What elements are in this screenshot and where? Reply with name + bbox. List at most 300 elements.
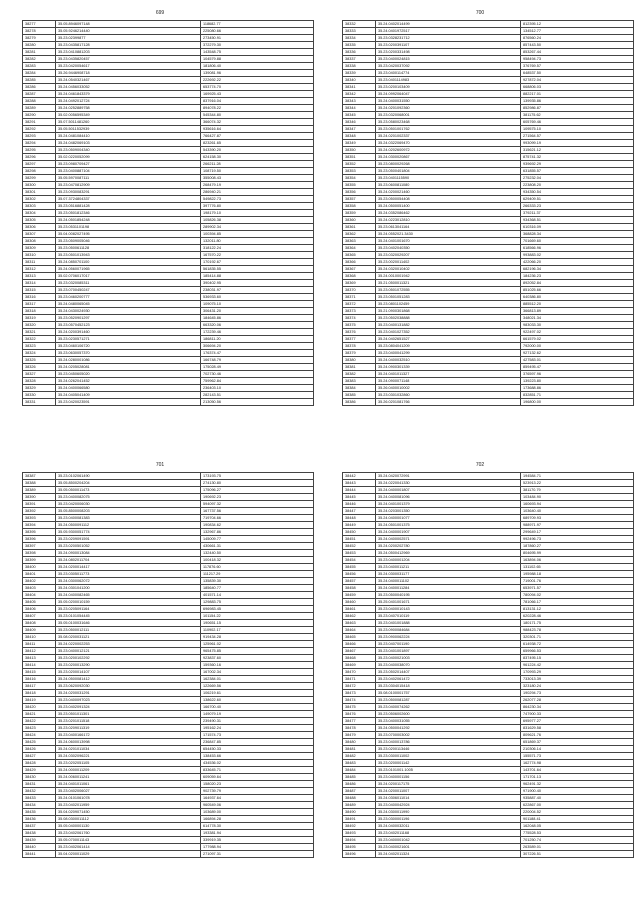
table-row (343, 42, 634, 49)
row-number-cell: 38416 (23, 676, 56, 683)
row-number-cell: 38348 (343, 133, 376, 140)
amount-cell: 809621.76 (521, 732, 634, 739)
table-row (23, 259, 314, 266)
table-row (23, 77, 314, 84)
page-number: 700 (475, 10, 485, 16)
row-number-cell: 38332 (343, 21, 376, 28)
amount-cell: 892052.84 (521, 280, 634, 287)
row-number-cell: 38327 (23, 371, 56, 378)
table-row (343, 329, 634, 336)
amount-cell: 170993.29 (521, 669, 634, 676)
code-cell: 35.23.0205091164 (56, 606, 201, 613)
amount-cell: 286940.21 (201, 189, 314, 196)
code-cell: 35.08.0300011112 (56, 816, 201, 823)
row-number-cell: 38277 (23, 21, 56, 28)
code-cell: 35.24.0200011007 (376, 788, 521, 795)
table-row (343, 28, 634, 35)
code-cell: 35.23.0200102292 (56, 655, 201, 662)
table-row (23, 522, 314, 529)
code-cell: 35.24.0203001350 (376, 508, 521, 515)
table-row (23, 655, 314, 662)
code-cell: 35.24.0200391460 (56, 329, 201, 336)
row-number-cell: 38362 (343, 231, 376, 238)
row-number-cell: 38309 (23, 245, 56, 252)
amount-cell: 993099.19 (521, 140, 634, 147)
code-cell: 35.23.0501011301 (56, 711, 201, 718)
code-cell: 35.23.0410881203 (56, 49, 201, 56)
amount-cell: 108719.50 (201, 168, 314, 175)
amount-cell: 993883.02 (521, 252, 634, 259)
row-number-cell: 38303 (23, 203, 56, 210)
table-row (23, 189, 314, 196)
table-row (343, 147, 634, 154)
code-cell: 35.23.0201011518 (56, 718, 201, 725)
amount-cell: 169925.43 (201, 91, 314, 98)
table-row (343, 809, 634, 816)
amount-cell: 379211.37 (521, 210, 634, 217)
code-cell: 35.24.0400032011 (376, 823, 521, 830)
code-cell: 35.23.0570452123 (56, 322, 201, 329)
amount-cell: 875741.32 (521, 154, 634, 161)
amount-cell: 831629.58 (521, 725, 634, 732)
table-row (23, 343, 314, 350)
table-row (343, 613, 634, 620)
amount-cell: 958494.73 (521, 56, 634, 63)
amount-cell: 620228.46 (521, 613, 634, 620)
row-number-cell: 38418 (23, 690, 56, 697)
amount-cell: 885512.20 (521, 301, 634, 308)
row-number-cell: 38317 (23, 301, 56, 308)
amount-cell: 193381.94 (201, 830, 314, 837)
amount-cell: 275232.04 (521, 175, 634, 182)
code-cell: 35.05.9300051774 (56, 529, 201, 536)
amount-cell: 833645.71 (201, 767, 314, 774)
table-row (23, 49, 314, 56)
code-cell: 35.24.0200014417 (56, 564, 201, 571)
table-row (23, 851, 314, 858)
table-row (343, 343, 634, 350)
code-cell: 35.23.0402040350 (376, 245, 521, 252)
code-cell: 35.23.0501812346 (56, 210, 201, 217)
row-number-cell: 38451 (343, 536, 376, 543)
amount-cell: 180171.75 (521, 620, 634, 627)
table-row (343, 224, 634, 231)
table-row (23, 84, 314, 91)
table-row (23, 774, 314, 781)
table-row (23, 161, 314, 168)
row-number-cell: 38465 (343, 634, 376, 641)
document-page-701 (8, 462, 312, 858)
table-row (23, 662, 314, 669)
row-number-cell: 38482 (343, 753, 376, 760)
amount-cell: 175096.27 (201, 487, 314, 494)
amount-cell: 167570.22 (201, 252, 314, 259)
row-number-cell: 38391 (23, 501, 56, 508)
code-cell: 35.24.0900301339 (376, 364, 521, 371)
table-row (343, 480, 634, 487)
amount-cell: 536933.60 (201, 294, 314, 301)
table-row (23, 175, 314, 182)
row-number-cell: 38339 (343, 70, 376, 77)
amount-cell: 177988.94 (201, 844, 314, 851)
table-row (23, 613, 314, 620)
code-cell: 35.23.0400041299 (376, 350, 521, 357)
code-cell: 35.23.0600811080 (376, 182, 521, 189)
row-number-cell: 38403 (23, 585, 56, 592)
table-row (343, 280, 634, 287)
code-cell: 35.24.0400001807 (376, 487, 521, 494)
row-number-cell: 38472 (343, 683, 376, 690)
table-row (23, 357, 314, 364)
code-cell: 35.23.0400001042 (376, 837, 521, 844)
amount-cell: 935887.40 (521, 795, 634, 802)
row-number-cell: 38354 (343, 175, 376, 182)
table-row (23, 739, 314, 746)
table-row (343, 161, 634, 168)
code-cell: 35.23.0407010119 (376, 613, 521, 620)
amount-cell: 935616.64 (201, 126, 314, 133)
amount-cell: 813131.12 (521, 606, 634, 613)
table-row (23, 231, 314, 238)
table-row (343, 126, 634, 133)
code-cell: 35.24.0400001077 (376, 515, 521, 522)
table-row (23, 683, 314, 690)
row-number-cell: 38356 (343, 189, 376, 196)
code-cell: 35.23.0630057370 (56, 350, 201, 357)
row-number-cell: 38484 (343, 767, 376, 774)
code-cell: 35.23.0101054445 (56, 613, 201, 620)
code-cell: 35.08.0200031121 (56, 634, 201, 641)
code-cell: 35.05.8500008203 (56, 508, 201, 515)
code-cell: 35.23.0420023591 (56, 399, 201, 406)
code-cell: 35.24.0500412969 (376, 550, 521, 557)
table-row (343, 322, 634, 329)
code-cell: 35.05.0100031646 (56, 620, 201, 627)
code-cell: 35.24.0262041452 (56, 378, 201, 385)
code-cell: 35.24.0402651527 (376, 336, 521, 343)
code-cell: 35.23.0470812909 (56, 182, 201, 189)
table-row (343, 669, 634, 676)
code-cell: 35.23.0300011002 (376, 753, 521, 760)
table-row (343, 550, 634, 557)
code-cell: 35.24.0461843379 (56, 91, 201, 98)
row-number-cell: 38365 (343, 252, 376, 259)
row-number-cell: 38385 (343, 392, 376, 399)
row-number-cell: 38316 (23, 294, 56, 301)
row-number-cell: 38444 (343, 487, 376, 494)
code-cell: 35.05.8946097148 (56, 21, 201, 28)
table-row (343, 578, 634, 585)
code-cell: 35.23.0400038070 (376, 662, 521, 669)
code-cell: 35.24.0352086462 (376, 210, 521, 217)
data-table (22, 20, 314, 406)
row-number-cell: 38321 (23, 329, 56, 336)
amount-cell: 166748.79 (201, 357, 314, 364)
table-row (343, 357, 634, 364)
amount-cell: 804695.99 (521, 550, 634, 557)
amount-cell: 196800.00 (521, 399, 634, 406)
amount-cell: 618566.96 (521, 245, 634, 252)
row-number-cell: 38464 (343, 627, 376, 634)
table-row (343, 767, 634, 774)
row-number-cell: 38377 (343, 336, 376, 343)
code-cell: 35.05.5970087111 (56, 175, 201, 182)
table-row (23, 620, 314, 627)
row-number-cell: 38493 (343, 830, 376, 837)
amount-cell: 381175.62 (521, 112, 634, 119)
code-cell: 35.23.0520901297 (56, 315, 201, 322)
code-cell: 35.23.0500611128 (56, 245, 201, 252)
row-number-cell: 38279 (23, 35, 56, 42)
row-number-cell: 38294 (23, 140, 56, 147)
row-number-cell: 38413 (23, 655, 56, 662)
row-number-cell: 38369 (343, 280, 376, 287)
amount-cell: 422066.20 (521, 259, 634, 266)
code-cell: 35.24.0000011209 (56, 767, 201, 774)
amount-cell: 263589.01 (521, 844, 634, 851)
table-row (23, 508, 314, 515)
code-cell: 35.23.0400013786 (376, 739, 521, 746)
table-row (343, 336, 634, 343)
code-cell: 35.24.0220002253 (56, 641, 201, 648)
code-cell: 35.24.0300020867 (376, 154, 521, 161)
row-number-cell: 38399 (23, 557, 56, 564)
row-number-cell: 38366 (343, 259, 376, 266)
amount-cell: 162774.98 (521, 760, 634, 767)
table-row (343, 294, 634, 301)
row-number-cell: 38319 (23, 315, 56, 322)
table-row (343, 543, 634, 550)
table-row (23, 287, 314, 294)
table-row (343, 627, 634, 634)
amount-cell: 162048.05 (521, 823, 634, 830)
document-page-700 (328, 10, 632, 406)
row-number-cell: 38422 (23, 718, 56, 725)
amount-cell: 792000.00 (521, 343, 634, 350)
amount-cell: 167737.56 (201, 508, 314, 515)
amount-cell: 766427.87 (201, 133, 314, 140)
table-row (23, 669, 314, 676)
row-number-cell: 38350 (343, 147, 376, 154)
table-row (343, 273, 634, 280)
code-cell: 35.24.0010001942 (376, 273, 521, 280)
row-number-cell: 38483 (343, 760, 376, 767)
amount-cell: 129883.75 (201, 599, 314, 606)
amount-cell: 934350.54 (521, 189, 634, 196)
amount-cell: 282143.51 (201, 392, 314, 399)
table-row (343, 182, 634, 189)
row-number-cell: 38383 (343, 378, 376, 385)
table-row (343, 385, 634, 392)
amount-cell: 927132.62 (521, 350, 634, 357)
table-row (23, 280, 314, 287)
amount-cell: 145009.77 (201, 536, 314, 543)
code-cell: 35.23.0450605020 (56, 371, 201, 378)
row-number-cell: 38349 (343, 140, 376, 147)
row-number-cell: 38343 (343, 98, 376, 105)
amount-cell: 162384.01 (201, 676, 314, 683)
code-cell: 35.23.02399877 (56, 35, 201, 42)
table-row (23, 830, 314, 837)
code-cell: 35.24.0500091112 (56, 522, 201, 529)
table-row (343, 217, 634, 224)
row-number-cell: 38395 (23, 529, 56, 536)
table-row (23, 515, 314, 522)
row-number-cell: 38324 (23, 350, 56, 357)
table-row (343, 245, 634, 252)
row-number-cell: 38421 (23, 711, 56, 718)
table-row (23, 21, 314, 28)
document-page-699 (8, 10, 312, 406)
row-number-cell: 38407 (23, 613, 56, 620)
amount-cell: 695977.27 (521, 718, 634, 725)
row-number-cell: 38313 (23, 273, 56, 280)
row-number-cell: 38440 (23, 844, 56, 851)
amount-cell: 117876.60 (201, 564, 314, 571)
code-cell: 35.24.0400032510 (376, 357, 521, 364)
code-cell: 35.24.0252889758 (56, 105, 201, 112)
table-row (343, 522, 634, 529)
amount-cell: 171701.13 (521, 774, 634, 781)
table-row (23, 28, 314, 35)
code-cell: 35.23.0400887104 (56, 168, 201, 175)
row-number-cell: 38419 (23, 697, 56, 704)
code-cell: 35.24.0300011990 (376, 809, 521, 816)
row-number-cell: 38311 (23, 259, 56, 266)
table-row (23, 70, 314, 77)
amount-cell: 139081.96 (201, 70, 314, 77)
table-row (23, 98, 314, 105)
code-cell: 35.08.0100001757 (376, 690, 521, 697)
code-cell: 35.23.0400081383 (56, 515, 201, 522)
code-cell: 35.24.0400082465 (56, 592, 201, 599)
table-row (343, 203, 634, 210)
table-row (23, 837, 314, 844)
table-row (343, 599, 634, 606)
row-number-cell: 38347 (343, 126, 376, 133)
code-cell: 35.23.0200001142 (376, 760, 521, 767)
table-row (343, 536, 634, 543)
table-row (23, 753, 314, 760)
row-number-cell: 38430 (23, 774, 56, 781)
row-number-cell: 38284 (23, 70, 56, 77)
table-row (343, 620, 634, 627)
row-number-cell: 38460 (343, 599, 376, 606)
amount-cell: 198179.10 (201, 210, 314, 217)
row-number-cell: 38439 (23, 837, 56, 844)
row-number-cell: 38342 (343, 91, 376, 98)
code-cell: 35.23.0200113446 (376, 746, 521, 753)
amount-cell: 609059.64 (201, 774, 314, 781)
code-cell: 35.04.0082027495 (56, 231, 201, 238)
amount-cell: 882217.01 (521, 91, 634, 98)
amount-cell: 195162.24 (201, 725, 314, 732)
table-row (343, 119, 634, 126)
amount-cell: 143701.64 (521, 767, 634, 774)
code-cell: 35.23.0401001888 (376, 620, 521, 627)
row-number-cell: 38295 (23, 147, 56, 154)
code-cell: 35.24.0492012724 (56, 98, 201, 105)
row-number-cell: 38371 (343, 294, 376, 301)
table-row (343, 63, 634, 70)
table-row (343, 392, 634, 399)
data-table (342, 20, 634, 406)
row-number-cell: 38401 (23, 571, 56, 578)
row-number-cell: 38478 (343, 725, 376, 732)
row-number-cell: 38320 (23, 322, 56, 329)
code-cell: 35.24.0402011324 (376, 851, 521, 858)
row-number-cell: 38346 (343, 119, 376, 126)
table-row (23, 322, 314, 329)
amount-cell: 922497.02 (521, 329, 634, 336)
amount-cell: 988423.78 (521, 627, 634, 634)
amount-cell: 605769.46 (521, 119, 634, 126)
row-number-cell: 38408 (23, 620, 56, 627)
row-number-cell: 38381 (343, 364, 376, 371)
row-number-cell: 38456 (343, 571, 376, 578)
page-number: 699 (155, 10, 165, 16)
code-cell: 35.24.0482069103 (56, 140, 201, 147)
row-number-cell: 38390 (23, 494, 56, 501)
table-row (23, 63, 314, 70)
table-row (23, 147, 314, 154)
table-row (23, 350, 314, 357)
amount-cell: 733013.39 (521, 676, 634, 683)
table-row (343, 760, 634, 767)
amount-cell: 273450.91 (201, 35, 314, 42)
code-cell: 35.24.0401011061 (56, 781, 201, 788)
row-number-cell: 38388 (23, 480, 56, 487)
code-cell: 35.23.0328231712 (376, 35, 521, 42)
code-cell: 35.26.0201081766 (376, 399, 521, 406)
amount-cell: 876560.24 (521, 35, 634, 42)
code-cell: 35.24.0400001907 (376, 529, 521, 536)
amount-cell: 629409.51 (521, 196, 634, 203)
row-number-cell: 38372 (343, 301, 376, 308)
code-cell: 35.24.0401001379 (376, 501, 521, 508)
code-cell: 35.23.0400166172 (56, 732, 201, 739)
amount-cell: 430661.31 (201, 543, 314, 550)
table-row (23, 392, 314, 399)
code-cell: 35.24.0480065045 (56, 301, 201, 308)
amount-cell: 210306.14 (521, 746, 634, 753)
code-cell: 35.04.0200011029 (56, 851, 201, 858)
code-cell: 35.23.0402061760 (56, 830, 201, 837)
row-number-cell: 38445 (343, 494, 376, 501)
row-number-cell: 38298 (23, 168, 56, 175)
table-row (343, 494, 634, 501)
code-cell: 35.24.0280001086 (56, 357, 201, 364)
code-cell: 35.23.0516881428 (56, 203, 201, 210)
code-cell: 35.05.0400001130 (56, 823, 201, 830)
table-row (343, 634, 634, 641)
code-cell: 35.24.0220041330 (376, 480, 521, 487)
table-row (23, 133, 314, 140)
amount-cell: 306431.20 (201, 308, 314, 315)
table-row (343, 802, 634, 809)
row-number-cell: 38325 (23, 357, 56, 364)
row-number-cell: 38467 (343, 648, 376, 655)
code-cell: 35.23.0400011211 (376, 564, 521, 571)
table-row (343, 308, 634, 315)
code-cell: 35.23.0401114983 (376, 77, 521, 84)
amount-cell: 823261.65 (201, 140, 314, 147)
code-cell: 35.23.0320085311 (56, 280, 201, 287)
amount-cell: 434536.02 (201, 760, 314, 767)
amount-cell: 111217.29 (201, 571, 314, 578)
row-number-cell: 38300 (23, 182, 56, 189)
code-cell: 35.24.0560071965 (56, 266, 201, 273)
